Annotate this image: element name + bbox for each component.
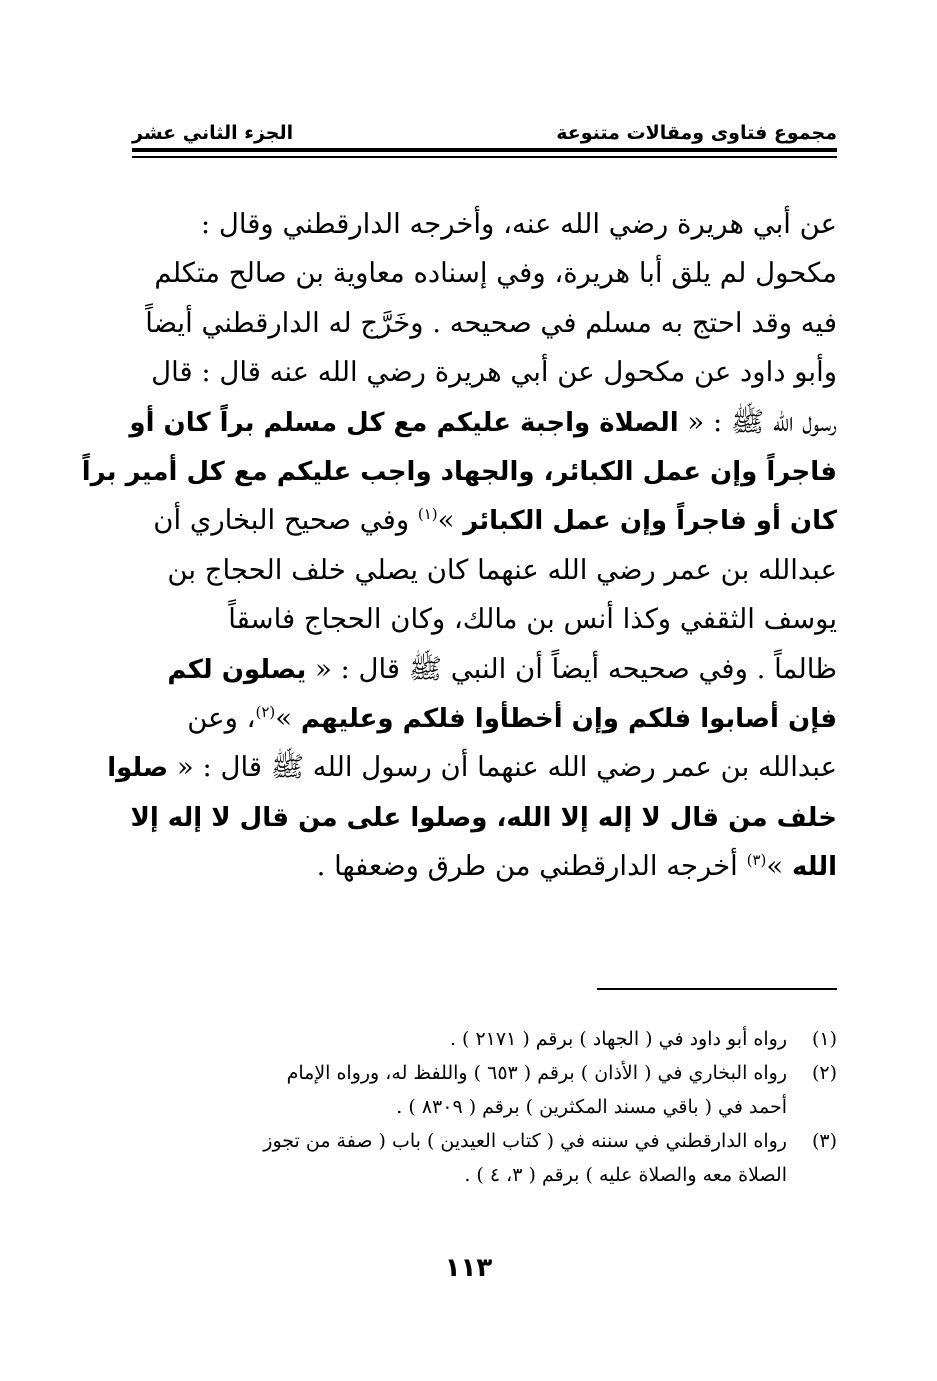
- text-segment: »: [437, 504, 464, 537]
- text-line: [132, 645, 837, 694]
- text-segment: يوسف الثقفي وكذا أنس بن مالك، وكان الحجاج فاسقاً: [228, 603, 837, 636]
- footnote-line: أحمد في ( باقي مسند المكثرين ) برقم ( ٨٣٠٩ ) .: [396, 1096, 787, 1118]
- text-segment: مكحول لم يلق أبا هريرة، وفي إسناده معاوية بن صالح متكلم: [154, 257, 837, 290]
- text-segment: أخرجه الدارقطني من طرق وضعفها .: [316, 850, 747, 883]
- text-line: [81, 447, 837, 496]
- text-segment: وفي صحيح البخاري أن: [153, 504, 418, 537]
- text-segment: وأبو داود عن مكحول عن أبي هريرة رضي الله عنه قال : قال: [151, 356, 837, 389]
- text-line: [132, 694, 837, 743]
- footnote-separator: [597, 988, 837, 990]
- footnote-item: [132, 1124, 837, 1192]
- footnote-text: [132, 1022, 787, 1056]
- text-line: [129, 398, 837, 447]
- text-segment: عبدالله بن عمر رضي الله عنهما كان يصلي خلف الحجاج بن: [167, 553, 837, 586]
- hadith-text: الله: [791, 852, 837, 883]
- footnote-number: (٣): [811, 1130, 837, 1152]
- footnotes: [132, 1022, 837, 1192]
- text-segment: »: [766, 850, 792, 883]
- footnote-line: الصلاة معه والصلاة عليه ) برقم ( ٣، ٤ ) .: [464, 1164, 787, 1186]
- text-line: [132, 299, 837, 348]
- footnote-line: رواه الدارقطني في سننه في ( كتاب العيدين ) باب ( صفة من تجوز: [263, 1130, 787, 1152]
- text-line: [132, 348, 837, 397]
- footnote-ref: (٢): [255, 702, 276, 721]
- text-segment: عن أبي هريرة رضي الله عنه، وأخرجه الدارقطني وقال :: [200, 208, 837, 240]
- text-segment: فيه وقد احتج به مسلم في صحيحه . وخَرَّج له الدارقطني أيضاً: [145, 306, 837, 339]
- text-segment: »: [275, 701, 301, 734]
- text-line: [132, 249, 837, 298]
- header-rule-thick: [132, 148, 837, 152]
- hadith-text: يصلون لكم: [167, 654, 307, 685]
- footnote-text: [132, 1056, 787, 1124]
- main-text: [81, 200, 837, 891]
- hadith-text: خلف من قال لا إله إلا الله، وصلوا على من قال لا إله إلا: [130, 802, 837, 833]
- page-number: ١١٣: [444, 1253, 493, 1283]
- text-line: [132, 595, 837, 644]
- footnote-text: [132, 1124, 787, 1192]
- text-segment: رسول الله ﷺ : «: [678, 405, 837, 438]
- footnote-item: [132, 1056, 837, 1124]
- footnote-item: [132, 1022, 837, 1056]
- hadith-text: فإن أصابوا فلكم وإن أخطأوا فلكم وعليهم: [300, 703, 837, 734]
- footnote-line: رواه البخاري في ( الأذان ) برقم ( ٦٥٣ ) واللفظ له، ورواه الإمام: [286, 1062, 787, 1084]
- text-line: [132, 793, 837, 842]
- footnote-number: (٢): [811, 1062, 837, 1084]
- hadith-text: كان أو فاجراً وإن عمل الكبائر: [463, 506, 837, 537]
- header-rule-thin: [132, 156, 837, 158]
- text-line: [132, 842, 837, 891]
- text-segment: ظالماً . وفي صحيحه أيضاً أن النبي ﷺ قال : «: [306, 652, 837, 685]
- text-segment: عبدالله بن عمر رضي الله عنهما أن رسول الله ﷺ قال : «: [168, 751, 837, 784]
- footnote-ref: (١): [417, 505, 438, 524]
- hadith-text: فاجراً وإن عمل الكبائر، والجهاد واجب عليكم مع كل أمير براً: [81, 456, 837, 487]
- text-line: [132, 200, 837, 249]
- text-segment: ، وعن: [187, 701, 256, 734]
- header-volume: الجزء الثاني عشر: [132, 122, 294, 144]
- header-book-title: مجموع فتاوى ومقالات متنوعة: [556, 122, 837, 144]
- footnote-number: (١): [811, 1028, 837, 1050]
- footnote-ref: (٣): [746, 850, 767, 869]
- running-header: [132, 108, 837, 144]
- hadith-text: صلوا: [107, 753, 169, 784]
- text-line: [107, 743, 837, 792]
- text-line: [132, 546, 837, 595]
- hadith-text: الصلاة واجبة عليكم مع كل مسلم براً كان أو: [129, 407, 679, 438]
- text-line: [132, 496, 837, 545]
- footnote-line: رواه أبو داود في ( الجهاد ) برقم ( ٢١٧١ ) .: [449, 1028, 787, 1050]
